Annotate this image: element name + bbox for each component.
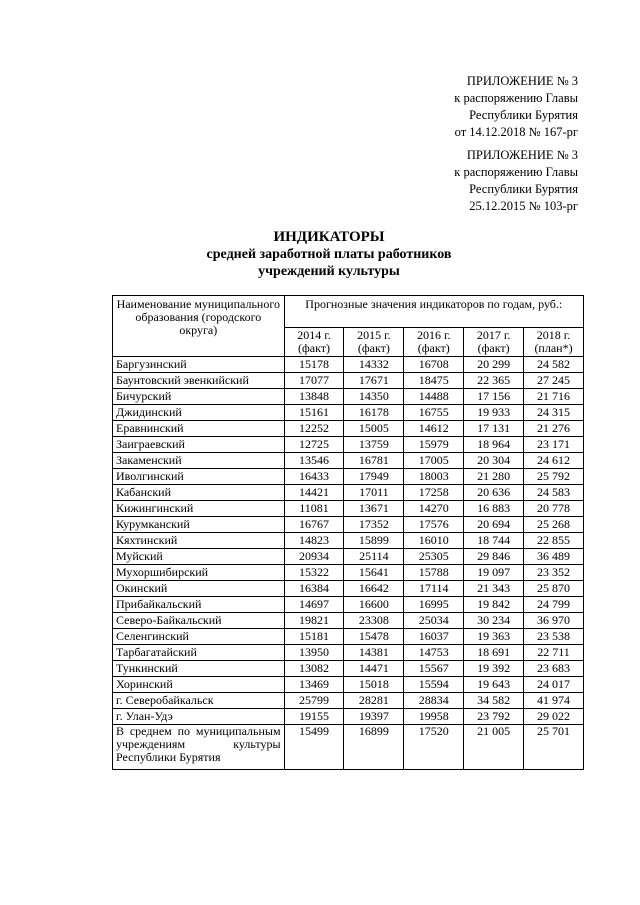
indicator-value: 14332 (344, 357, 404, 373)
indicator-value: 16642 (344, 581, 404, 597)
indicator-value: 16767 (284, 517, 344, 533)
municipality-name: Окинский (113, 581, 285, 597)
indicator-value: 28281 (344, 693, 404, 709)
indicator-value: 16995 (404, 597, 464, 613)
indicator-value: 13082 (284, 661, 344, 677)
indicator-value: 19958 (404, 709, 464, 725)
indicator-value: 29 022 (524, 709, 584, 725)
municipality-column-header: Наименование муниципального образования (городского округа) (113, 296, 285, 357)
indicator-value: 16178 (344, 405, 404, 421)
table-row (113, 533, 584, 549)
municipality-name: Закаменский (113, 453, 285, 469)
indicator-value: 23 171 (524, 437, 584, 453)
indicator-value: 15161 (284, 405, 344, 421)
indicator-value: 17114 (404, 581, 464, 597)
document-title (0, 229, 640, 280)
indicator-value: 18 964 (464, 437, 524, 453)
table-row (113, 645, 584, 661)
indicator-value: 24 612 (524, 453, 584, 469)
indicator-value: 24 017 (524, 677, 584, 693)
indicator-value: 19 842 (464, 597, 524, 613)
indicator-value: 19397 (344, 709, 404, 725)
table-row (113, 613, 584, 629)
indicator-value: 13546 (284, 453, 344, 469)
indicator-value: 14381 (344, 645, 404, 661)
indicator-value: 17077 (284, 373, 344, 389)
indicator-value: 22 711 (524, 645, 584, 661)
indicator-value: 17258 (404, 485, 464, 501)
municipality-name: Баунтовский эвенкийский (113, 373, 285, 389)
indicator-value: 17576 (404, 517, 464, 533)
appendix-previous (454, 147, 578, 215)
indicator-value: 16755 (404, 405, 464, 421)
municipality-name: Северо-Байкальский (113, 613, 285, 629)
year-column-header (464, 328, 524, 357)
indicator-value: 15641 (344, 565, 404, 581)
appendix-title: ПРИЛОЖЕНИЕ № 3 (466, 148, 578, 162)
indicator-value: 23 538 (524, 629, 584, 645)
indicator-value: 25114 (344, 549, 404, 565)
indicator-value: 16781 (344, 453, 404, 469)
year-type-label: (план*) (534, 341, 573, 355)
indicator-value: 23 683 (524, 661, 584, 677)
year-label: 2018 г. (536, 328, 571, 342)
indicator-value: 24 315 (524, 405, 584, 421)
indicator-value: 25305 (404, 549, 464, 565)
indicator-value: 19 392 (464, 661, 524, 677)
municipality-name: Селенгинский (113, 629, 285, 645)
indicator-value: 19155 (284, 709, 344, 725)
table-row (113, 709, 584, 725)
indicator-value: 24 799 (524, 597, 584, 613)
indicator-value: 20 299 (464, 357, 524, 373)
indicator-value: 20 694 (464, 517, 524, 533)
indicator-value: 36 970 (524, 613, 584, 629)
year-column-header (284, 328, 344, 357)
municipality-name: Хоринский (113, 677, 285, 693)
indicator-value: 24 582 (524, 357, 584, 373)
indicator-value: 29 846 (464, 549, 524, 565)
table-header-row (113, 296, 584, 328)
municipality-name: Баргузинский (113, 357, 285, 373)
indicator-value: 16433 (284, 469, 344, 485)
indicator-value: 19 933 (464, 405, 524, 421)
indicator-value: 16 883 (464, 501, 524, 517)
indicator-value: 15979 (404, 437, 464, 453)
indicator-value: 16010 (404, 533, 464, 549)
indicator-value: 15322 (284, 565, 344, 581)
municipality-name: г. Улан-Удэ (113, 709, 285, 725)
indicator-value: 16600 (344, 597, 404, 613)
title-subtitle: средней заработной платы работников (206, 247, 452, 262)
indicator-value: 25799 (284, 693, 344, 709)
indicator-value: 16708 (404, 357, 464, 373)
indicator-value: 19 097 (464, 565, 524, 581)
indicator-value: 19 363 (464, 629, 524, 645)
indicator-value: 17005 (404, 453, 464, 469)
municipality-name: Муйский (113, 549, 285, 565)
indicator-value: 12252 (284, 421, 344, 437)
indicator-value: 13469 (284, 677, 344, 693)
indicator-value: 24 583 (524, 485, 584, 501)
indicator-value: 14270 (404, 501, 464, 517)
municipality-name: Кабанский (113, 485, 285, 501)
table-row (113, 517, 584, 533)
indicator-value: 15594 (404, 677, 464, 693)
indicator-value: 15005 (344, 421, 404, 437)
table-row (113, 437, 584, 453)
indicator-value: 13950 (284, 645, 344, 661)
table-row (113, 693, 584, 709)
indicator-value: 21 716 (524, 389, 584, 405)
indicator-value: 25 268 (524, 517, 584, 533)
appendix-republic-line: Республики Бурятия (469, 182, 578, 196)
indicator-value: 14488 (404, 389, 464, 405)
indicator-value: 23 352 (524, 565, 584, 581)
indicator-value: 25034 (404, 613, 464, 629)
appendix-order-line: к распоряжению Главы (454, 165, 578, 179)
table-row (113, 565, 584, 581)
title-main: ИНДИКАТОРЫ (273, 229, 385, 245)
indicator-value: 14697 (284, 597, 344, 613)
appendix-title: ПРИЛОЖЕНИЕ № 3 (466, 74, 578, 88)
table-row (113, 373, 584, 389)
municipality-name: В среднем по муниципальным учреждениям культуры Республики Бурятия (113, 725, 285, 770)
indicator-value: 15788 (404, 565, 464, 581)
indicator-value: 23 792 (464, 709, 524, 725)
municipality-name: Джидинский (113, 405, 285, 421)
municipality-name: Заиграевский (113, 437, 285, 453)
year-label: 2017 г. (476, 328, 511, 342)
municipality-name: Прибайкальский (113, 597, 285, 613)
table-row (113, 469, 584, 485)
indicator-value: 15181 (284, 629, 344, 645)
indicator-value: 13759 (344, 437, 404, 453)
table-row (113, 485, 584, 501)
appendix-order-line: к распоряжению Главы (454, 91, 578, 105)
indicator-value: 18 744 (464, 533, 524, 549)
indicator-value: 15178 (284, 357, 344, 373)
indicator-value: 22 855 (524, 533, 584, 549)
indicator-value: 13848 (284, 389, 344, 405)
indicator-value: 19821 (284, 613, 344, 629)
year-label: 2015 г. (357, 328, 391, 342)
average-row (113, 725, 584, 770)
municipality-name: г. Северобайкальск (113, 693, 285, 709)
table-row (113, 389, 584, 405)
table-row (113, 581, 584, 597)
indicator-value: 20 778 (524, 501, 584, 517)
indicator-value: 21 343 (464, 581, 524, 597)
indicator-value: 18 691 (464, 645, 524, 661)
indicator-value: 15567 (404, 661, 464, 677)
indicator-value: 21 005 (464, 725, 524, 770)
municipality-name: Кяхтинский (113, 533, 285, 549)
indicator-value: 15478 (344, 629, 404, 645)
indicator-value: 17 131 (464, 421, 524, 437)
title-subtitle-cont: учреждений культуры (258, 264, 400, 279)
municipality-name: Иволгинский (113, 469, 285, 485)
municipality-name: Тункинский (113, 661, 285, 677)
indicator-value: 17011 (344, 485, 404, 501)
indicator-value: 30 234 (464, 613, 524, 629)
indicator-value: 20934 (284, 549, 344, 565)
indicator-value: 23308 (344, 613, 404, 629)
indicator-value: 25 792 (524, 469, 584, 485)
year-type-label: (факт) (477, 341, 510, 355)
year-type-label: (факт) (357, 341, 390, 355)
year-column-header (404, 328, 464, 357)
indicator-value: 36 489 (524, 549, 584, 565)
indicator-value: 14350 (344, 389, 404, 405)
indicator-value: 17352 (344, 517, 404, 533)
table-row (113, 661, 584, 677)
year-column-header (524, 328, 584, 357)
indicator-value: 17 156 (464, 389, 524, 405)
indicator-value: 22 365 (464, 373, 524, 389)
table-row (113, 677, 584, 693)
year-column-header (344, 328, 404, 357)
indicator-value: 17949 (344, 469, 404, 485)
year-type-label: (факт) (297, 341, 330, 355)
table-body (113, 357, 584, 770)
municipality-name: Еравнинский (113, 421, 285, 437)
indicator-value: 28834 (404, 693, 464, 709)
table-row (113, 549, 584, 565)
table-row (113, 421, 584, 437)
indicator-value: 41 974 (524, 693, 584, 709)
indicator-value: 25 870 (524, 581, 584, 597)
year-label: 2016 г. (416, 328, 451, 342)
indicator-value: 17671 (344, 373, 404, 389)
year-type-label: (факт) (417, 341, 450, 355)
indicator-value: 21 280 (464, 469, 524, 485)
municipality-name: Бичурский (113, 389, 285, 405)
indicator-value: 14471 (344, 661, 404, 677)
appendix-current (454, 73, 578, 141)
indicator-value: 14753 (404, 645, 464, 661)
indicator-value: 16384 (284, 581, 344, 597)
indicator-value: 14823 (284, 533, 344, 549)
indicator-value: 25 701 (524, 725, 584, 770)
indicator-value: 11081 (284, 501, 344, 517)
table-row (113, 405, 584, 421)
indicator-value: 14612 (404, 421, 464, 437)
indicator-value: 19 643 (464, 677, 524, 693)
indicator-value: 18003 (404, 469, 464, 485)
table-row (113, 453, 584, 469)
indicator-value: 15899 (344, 533, 404, 549)
municipality-name: Курумканский (113, 517, 285, 533)
indicator-value: 13671 (344, 501, 404, 517)
indicator-value: 21 276 (524, 421, 584, 437)
indicator-value: 27 245 (524, 373, 584, 389)
appendix-date-number: от 14.12.2018 № 167-рг (454, 125, 578, 139)
municipality-name: Тарбагатайский (113, 645, 285, 661)
indicator-value: 15499 (284, 725, 344, 770)
indicator-value: 34 582 (464, 693, 524, 709)
indicator-value: 12725 (284, 437, 344, 453)
municipality-name: Кижингинский (113, 501, 285, 517)
forecast-group-header: Прогнозные значения индикаторов по годам, руб.: (284, 296, 583, 328)
year-label: 2014 г. (297, 328, 331, 342)
indicator-value: 20 636 (464, 485, 524, 501)
indicator-value: 16037 (404, 629, 464, 645)
indicators-table (112, 295, 584, 770)
table-row (113, 357, 584, 373)
indicator-value: 18475 (404, 373, 464, 389)
appendix-date-number: 25.12.2015 № 103-рг (469, 199, 578, 213)
indicator-value: 20 304 (464, 453, 524, 469)
municipality-name: Мухоршибирский (113, 565, 285, 581)
indicator-value: 15018 (344, 677, 404, 693)
indicator-value: 16899 (344, 725, 404, 770)
table-row (113, 597, 584, 613)
table-row (113, 629, 584, 645)
appendix-republic-line: Республики Бурятия (469, 108, 578, 122)
indicator-value: 14421 (284, 485, 344, 501)
indicator-value: 17520 (404, 725, 464, 770)
table-row (113, 501, 584, 517)
